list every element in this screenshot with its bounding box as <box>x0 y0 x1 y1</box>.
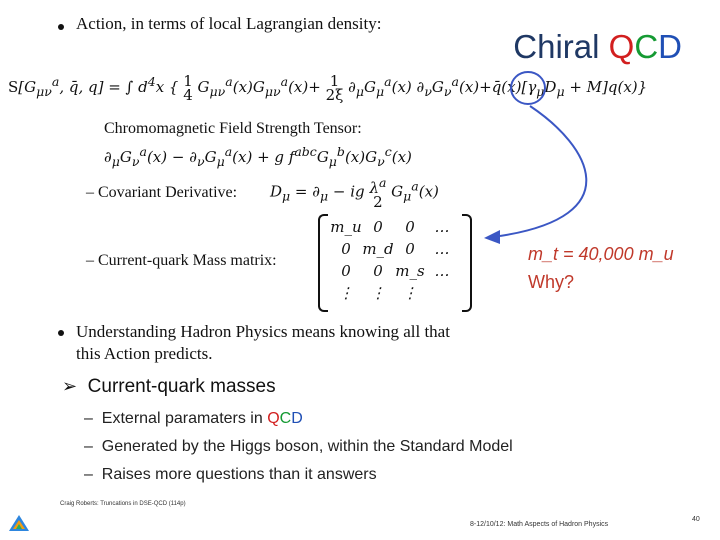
mass-matrix <box>330 218 458 306</box>
matrix-cell: m_d <box>362 240 394 258</box>
mass-label: – Current-quark Mass matrix: <box>86 252 277 269</box>
cov-derivative: $D_\mu = \partial_\mu$ − ig $\lambda^a$ 2 $G_\mu^a(x)$ <box>270 175 439 211</box>
bullet-dot <box>58 330 64 336</box>
page-number: 40 <box>692 516 700 523</box>
section-heading <box>62 376 276 398</box>
sub-item-2: – Generated by the Higgs boson, within the Standard Model <box>84 438 513 455</box>
footer-author: Craig Roberts: Truncations in DSE-QCD (114p) <box>60 501 186 507</box>
bullet-understanding <box>76 321 450 365</box>
field-tensor: $\partial_\mu G_\nu^a(x) - \partial_\nu G_\mu^a(x) + g$ $f^{abc}G_\mu^b(x)G_\nu^c(x)$ <box>104 144 412 169</box>
matrix-cell <box>426 284 458 306</box>
curved-arrow <box>470 96 630 246</box>
sub-item-3: – Raises more questions than it answers <box>84 466 377 483</box>
matrix-cell: ⋮ <box>338 284 354 302</box>
arrow-bullet-icon: ➢ <box>62 376 78 396</box>
matrix-cell: 0 <box>405 218 415 236</box>
section-heading-text: Current-quark masses <box>87 376 276 397</box>
understanding-line2: this Action predicts. <box>76 344 213 363</box>
bullet-dot <box>58 24 64 30</box>
slide-title: Chiral QCD <box>513 28 682 65</box>
matrix-cell: m_s <box>395 262 425 280</box>
cov-label: – Covariant Derivative: <box>86 184 238 201</box>
logo-icon <box>8 514 30 532</box>
note-line2: Why? <box>528 272 575 292</box>
matrix-cell: m_u <box>330 218 362 236</box>
sub-item-1: – External paramaters in QCD <box>84 410 303 427</box>
field-label: Chromomagnetic Field Strength Tensor: <box>104 120 362 137</box>
matrix-cell: … <box>434 240 450 258</box>
matrix-cell: 0 <box>341 240 351 258</box>
matrix-left-bracket <box>318 214 328 312</box>
understanding-line1: Understanding Hadron Physics means knowing all that <box>76 322 450 341</box>
matrix-right-bracket <box>462 214 472 312</box>
matrix-cell: 0 <box>373 218 383 236</box>
action-equation: $S[G_{\mu\nu}^a$, q̄, q] = ∫ $d^4x$ { 1 4 $G_{\mu\nu}^a(x)G_{\mu\nu}^a(x)+ 1$ 2ξ $\partial_\mu G_\mu^a(x)$ $\partial_\nu G_\nu^a(x)+q̄(x)[\gamma_\mu D_\mu + M]q(x)$} <box>8 72 648 104</box>
matrix-cell: 0 <box>405 240 415 258</box>
matrix-cell: ⋮ <box>402 284 418 302</box>
matrix-cell: 0 <box>373 262 383 280</box>
mass-note <box>528 240 674 296</box>
matrix-cell: … <box>434 262 450 280</box>
matrix-cell: 0 <box>341 262 351 280</box>
matrix-cell: ⋮ <box>370 284 386 302</box>
footer-event: 8-12/10/12: Math Aspects of Hadron Physics <box>470 521 609 528</box>
note-line1: m_t = 40,000 m_u <box>528 244 674 264</box>
matrix-cell: … <box>434 218 450 236</box>
bullet-action: Action, in terms of local Lagrangian density: <box>76 14 382 33</box>
